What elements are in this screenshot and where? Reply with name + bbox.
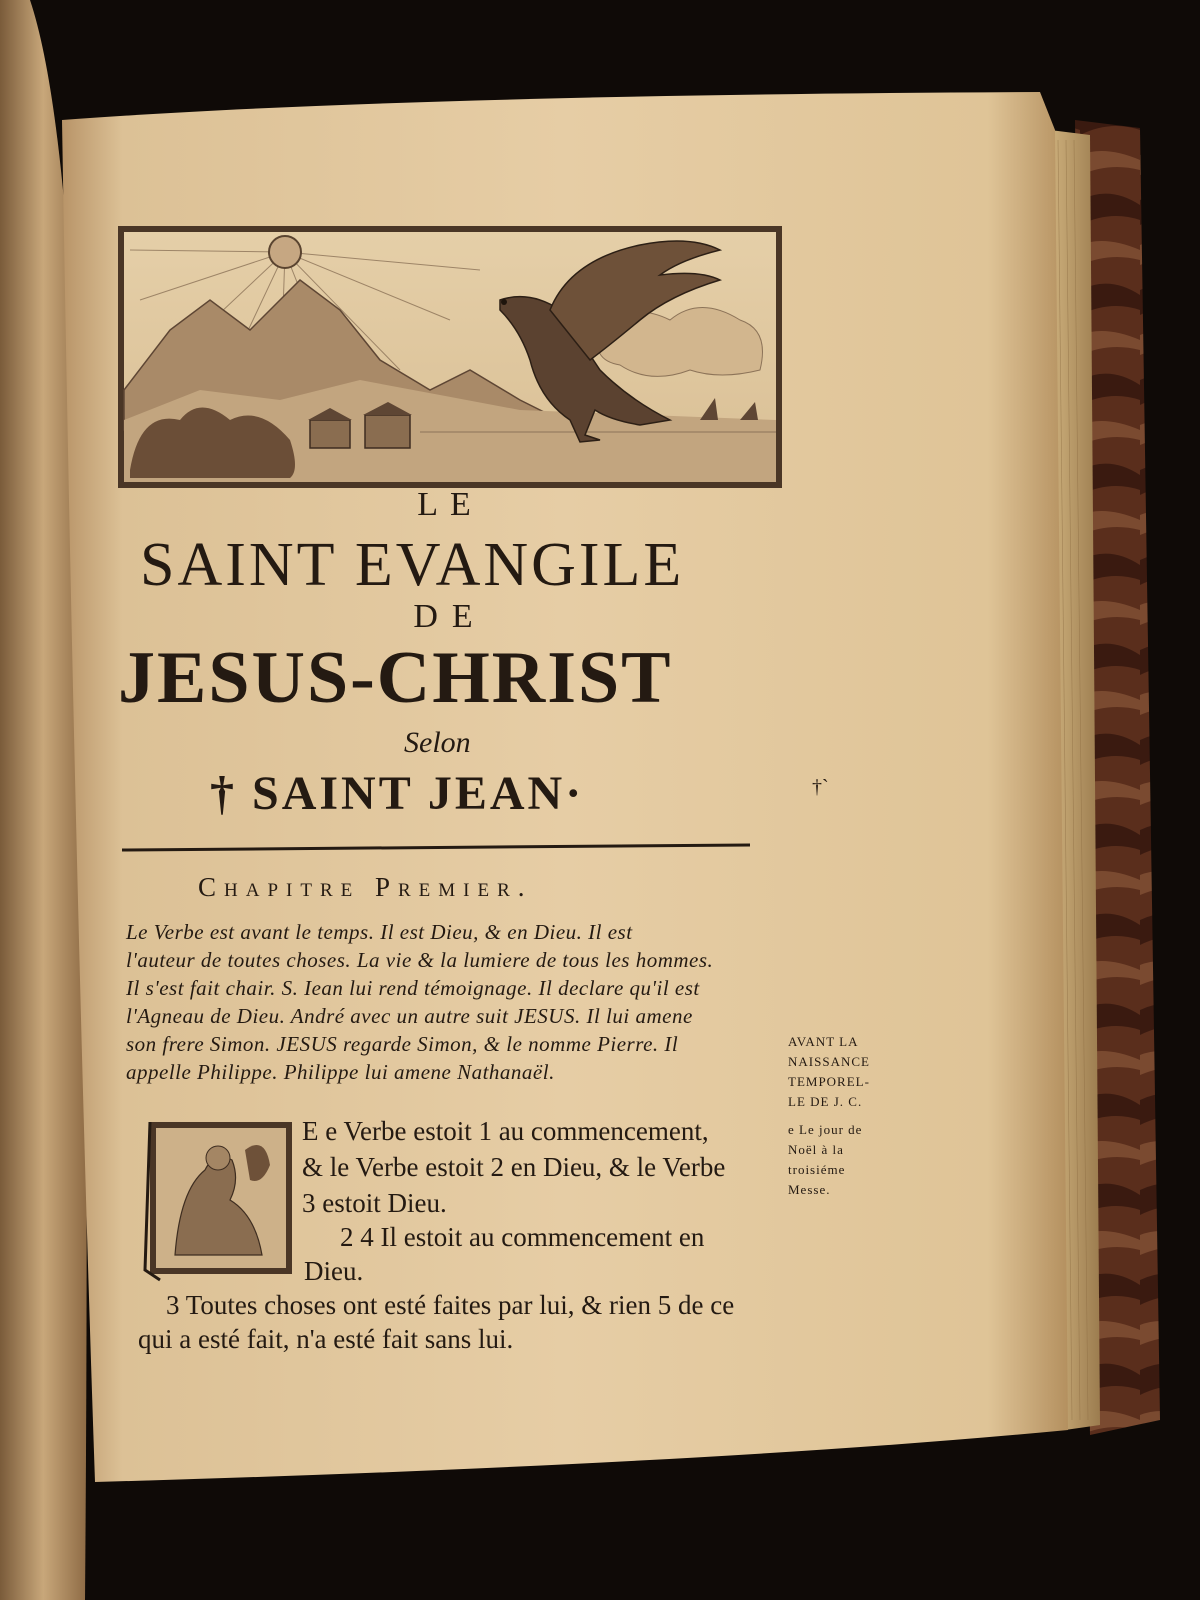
verse-line: 2 4 Il estoit au commencement en: [340, 1222, 705, 1252]
margin-note-line: Messe.: [788, 1182, 831, 1197]
margin-note-line: e Le jour de: [788, 1122, 863, 1137]
summary-line: l'auteur de toutes choses. La vie & la lumiere de tous les hommes.: [126, 948, 714, 972]
title-de: DE: [413, 598, 487, 635]
margin-note-line: troisiéme: [788, 1162, 846, 1177]
summary-line: l'Agneau de Dieu. André avec un autre suit JESUS. Il lui amene: [126, 1004, 693, 1028]
chapter-heading: Chapitre Premier.: [198, 872, 533, 902]
title-saint-evangile: SAINT EVANGILE: [140, 531, 685, 599]
verse-line: 3 estoit Dieu.: [302, 1188, 447, 1218]
verse-line: Dieu.: [304, 1256, 364, 1286]
title-selon: Selon: [404, 726, 471, 759]
margin-note-line: Noël à la: [788, 1142, 844, 1157]
verse-line: 3 Toutes choses ont esté faites par lui, & rien 5 de ce: [166, 1290, 735, 1320]
summary-line: son frere Simon. JESUS regarde Simon, & le nomme Pierre. Il: [126, 1032, 679, 1056]
summary-line: Il s'est fait chair. S. Iean lui rend témoignage. Il declare qu'il est: [126, 976, 700, 1000]
title-le: LE: [417, 486, 483, 523]
margin-note-line: LE DE J. C.: [788, 1094, 863, 1109]
verse-line: & le Verbe estoit 2 en Dieu, & le Verbe: [302, 1152, 726, 1182]
margin-note-line: TEMPOREL-: [788, 1074, 870, 1089]
title-jesus-christ: JESUS-CHRIST: [118, 637, 673, 719]
summary-line: appelle Philippe. Philippe lui amene Nathanaël.: [126, 1060, 555, 1084]
margin-note-line: NAISSANCE: [788, 1054, 870, 1069]
corner-mark: †`: [812, 776, 829, 798]
summary-line: Le Verbe est avant le temps. Il est Dieu, & en Dieu. Il est: [126, 920, 633, 944]
margin-note-line: AVANT LA: [788, 1034, 859, 1049]
title-saint-jean: † SAINT JEAN·: [210, 767, 585, 820]
verse-line: E e Verbe estoit 1 au commencement,: [302, 1116, 709, 1146]
verse-line: qui a esté fait, n'a esté fait sans lui.: [138, 1324, 514, 1354]
